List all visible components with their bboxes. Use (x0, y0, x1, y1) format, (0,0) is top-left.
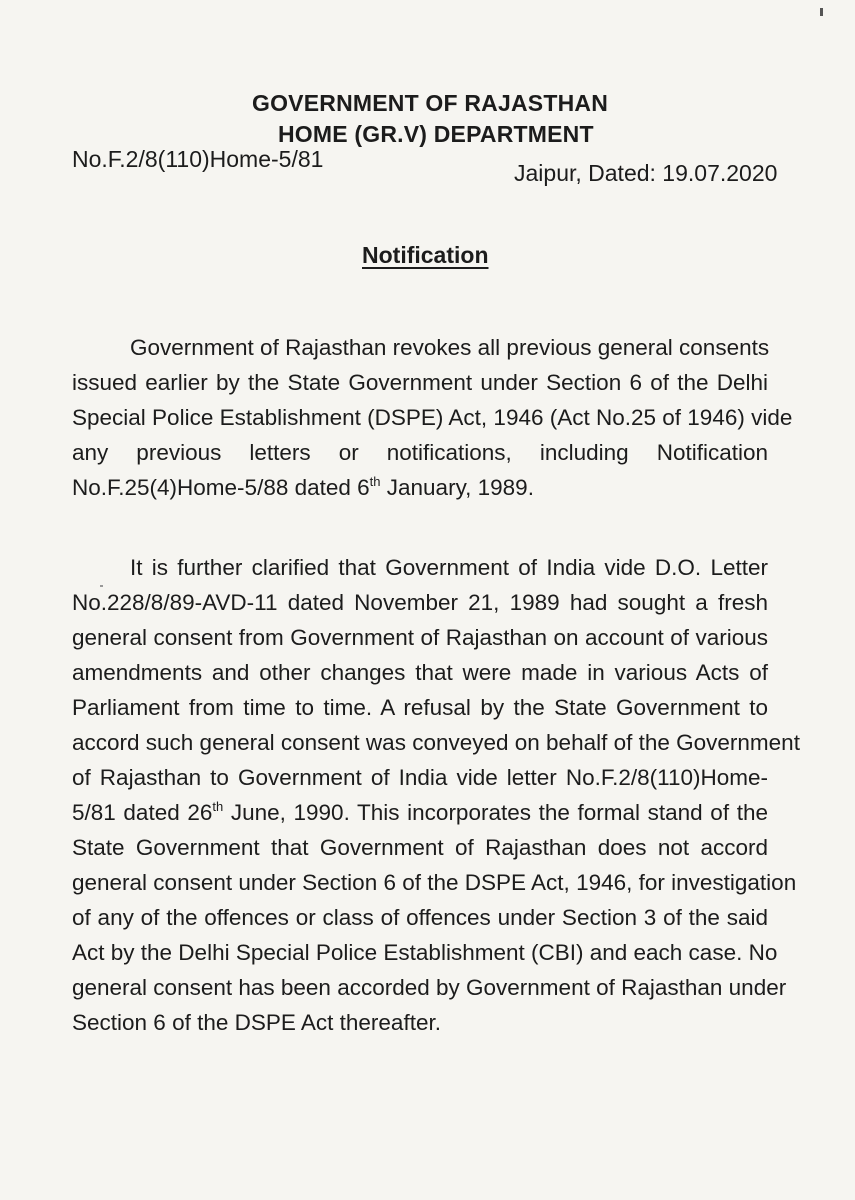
paragraph-line: amendments and other changes that were made in various Acts of (72, 660, 768, 685)
ordinal-suffix: th (369, 474, 381, 489)
paragraph-revocation (72, 330, 793, 505)
paragraph-line: No.228/8/89-AVD-11 dated November 21, 1989 had sought a fresh (72, 590, 768, 615)
department-heading: HOME (GR.V) DEPARTMENT (278, 121, 594, 147)
paragraph-line (72, 795, 768, 830)
line-text: June, 1990. This incorporates the formal stand of the (223, 800, 768, 825)
place-and-date: Jaipur, Dated: 19.07.2020 (514, 160, 778, 186)
line-text: 5/81 dated 26 (72, 800, 213, 825)
paragraph-line: It is further clarified that Government of India vide D.O. Letter (130, 555, 768, 580)
line-text: January, 1989. (380, 475, 534, 500)
paragraph-line: any previous letters or notifications, including Notification (72, 440, 768, 465)
paragraph-line: issued earlier by the State Government under Section 6 of the Delhi (72, 370, 768, 395)
paragraph-clarification (72, 550, 800, 1040)
paragraph-line: general consent under Section 6 of the DSPE Act, 1946, for investigation (72, 870, 797, 895)
paragraph-line: accord such general consent was conveyed on behalf of the Government (72, 730, 800, 755)
paragraph-line (72, 470, 768, 505)
paragraph-line: general consent from Government of Rajasthan on account of various (72, 625, 768, 650)
paragraph-line: general consent has been accorded by Government of Rajasthan under (72, 975, 787, 1000)
paragraph-line: Parliament from time to time. A refusal by the State Government to (72, 695, 768, 720)
scan-speck (820, 8, 823, 16)
paragraph-line: Special Police Establishment (DSPE) Act, 1946 (Act No.25 of 1946) vide (72, 405, 793, 430)
paragraph-line: of any of the offences or class of offences under Section 3 of the said (72, 905, 768, 930)
government-heading: GOVERNMENT OF RAJASTHAN (252, 90, 609, 116)
ordinal-suffix: th (212, 799, 224, 814)
reference-number: No.F.2/8(110)Home-5/81 (72, 146, 324, 172)
paragraph-line: of Rajasthan to Government of India vide letter No.F.2/8(110)Home- (72, 765, 768, 790)
line-text: No.F.25(4)Home-5/88 dated 6 (72, 475, 370, 500)
notification-title: Notification (362, 242, 489, 268)
paragraph-line: Government of Rajasthan revokes all previous general consents (130, 335, 770, 360)
paragraph-line: Section 6 of the DSPE Act thereafter. (72, 1010, 441, 1035)
paragraph-line: Act by the Delhi Special Police Establishment (CBI) and each case. No (72, 940, 778, 965)
paragraph-line: State Government that Government of Rajasthan does not accord (72, 835, 768, 860)
